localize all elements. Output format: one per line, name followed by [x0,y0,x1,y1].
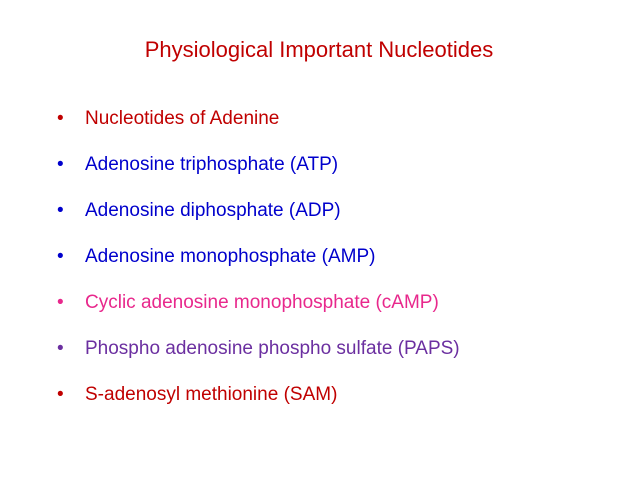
list-item-text: Adenosine triphosphate (ATP) [85,154,339,175]
list-item-text: S-adenosyl methionine (SAM) [85,384,338,405]
list-item [57,244,460,290]
list-item-text: Nucleotides of Adenine [85,108,280,129]
bullet-icon: • [57,108,64,129]
bullet-icon: • [57,292,64,313]
list-item [57,290,460,336]
list-item [57,198,460,244]
bullet-icon: • [57,154,64,175]
list-item [57,336,460,382]
slide-title: Physiological Important Nucleotides [144,37,494,62]
list-item [57,106,460,152]
bullet-icon: • [57,384,64,405]
list-item-text: Adenosine diphosphate (ADP) [85,200,341,221]
list-item [57,152,460,198]
bullet-icon: • [57,246,64,267]
list-item-text: Phospho adenosine phospho sulfate (PAPS) [85,338,460,359]
bullet-icon: • [57,338,64,359]
bullet-list [57,106,460,428]
list-item-text: Adenosine monophosphate (AMP) [85,246,376,267]
bullet-icon: • [57,200,64,221]
list-item-text: Cyclic adenosine monophosphate (cAMP) [85,292,439,313]
list-item [57,382,460,428]
